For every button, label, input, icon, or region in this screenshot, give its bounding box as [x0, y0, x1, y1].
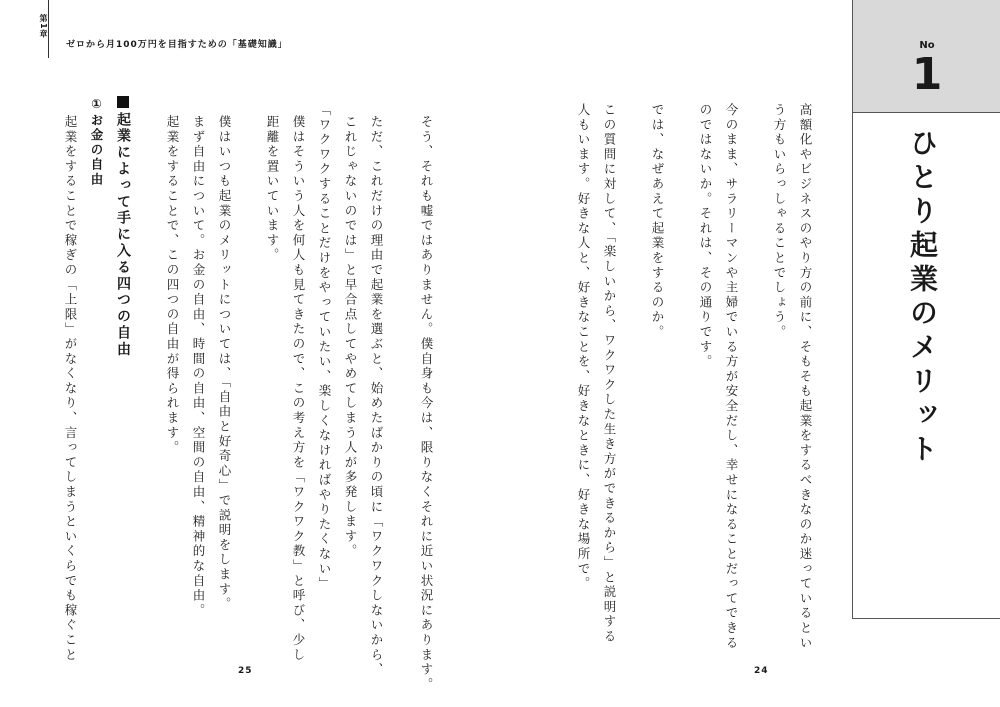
header-divider [48, 0, 49, 58]
square-bullet-icon [117, 96, 129, 108]
body-line: 起業をすることで稼ぎの「上限」がなくなり、言ってしまうといくらでも稼ぐこと [63, 115, 78, 663]
chapter-mark: 第1章 [39, 13, 48, 39]
body-line: まず自由について。お金の自由、時間の自由、空間の自由、精神的な自由。 [191, 115, 206, 619]
body-line: これじゃないのでは」と早合点してやめてしまう人が多発します。 [343, 115, 358, 559]
body-line: 「ワクワクすることだけをやっていたい、楽しくなければやりたくない」 [317, 103, 332, 592]
title-panel-head [853, 0, 1000, 113]
body-line: ただ、これだけの理由で起業を選ぶと、始めたばかりの頃に「ワクワクしないから、 [369, 115, 384, 678]
body-line: 起業をすることで、この四つの自由が得られます。 [165, 115, 180, 456]
body-line: そう、それも嘘ではありません。僕自身も今は、限りなくそれに近い状況にあります。 [419, 115, 434, 693]
body-line: 僕はいつも起業のメリットについては、「自由と好奇心」で説明をします。 [217, 115, 232, 612]
body-line: この質問に対して、「楽しいから、ワクワクした生き方ができるから」と説明する [602, 103, 617, 645]
body-line: う方もいらっしゃることでしょう。 [772, 103, 787, 340]
body-line: 高額化やビジネスのやり方の前に、そもそも起業をするべきなのか迷っているとい [798, 103, 813, 651]
body-line: のではないか。それは、その通りです。 [698, 103, 713, 370]
page-number-right: 24 [754, 666, 769, 676]
section-heading: 起業によって手に入る四つの自由 [110, 96, 136, 358]
section-title: ひとり起業のメリット [906, 128, 939, 468]
running-title: ゼロから月100万円を目指すための「基礎知識」 [66, 40, 288, 50]
body-line: 僕はそういう人を何人も見てきたので、この考え方を「ワクワク教」と呼び、少し [291, 115, 306, 663]
subheading: ①お金の自由 [89, 96, 104, 188]
body-line: では、なぜあえて起業をするのか。 [650, 103, 665, 340]
section-number: 1 [911, 49, 943, 100]
body-line: 距離を置いています。 [265, 115, 280, 263]
body-line: 今のまま、サラリーマンや主婦でいる方が安全だし、幸せになることだってできる [724, 103, 739, 651]
body-line: 人もいます。好きな人と、好きなことを、好きなときに、好きな場所で。 [576, 103, 591, 592]
page-number-left: 25 [238, 666, 253, 676]
number-label: No [919, 40, 935, 51]
